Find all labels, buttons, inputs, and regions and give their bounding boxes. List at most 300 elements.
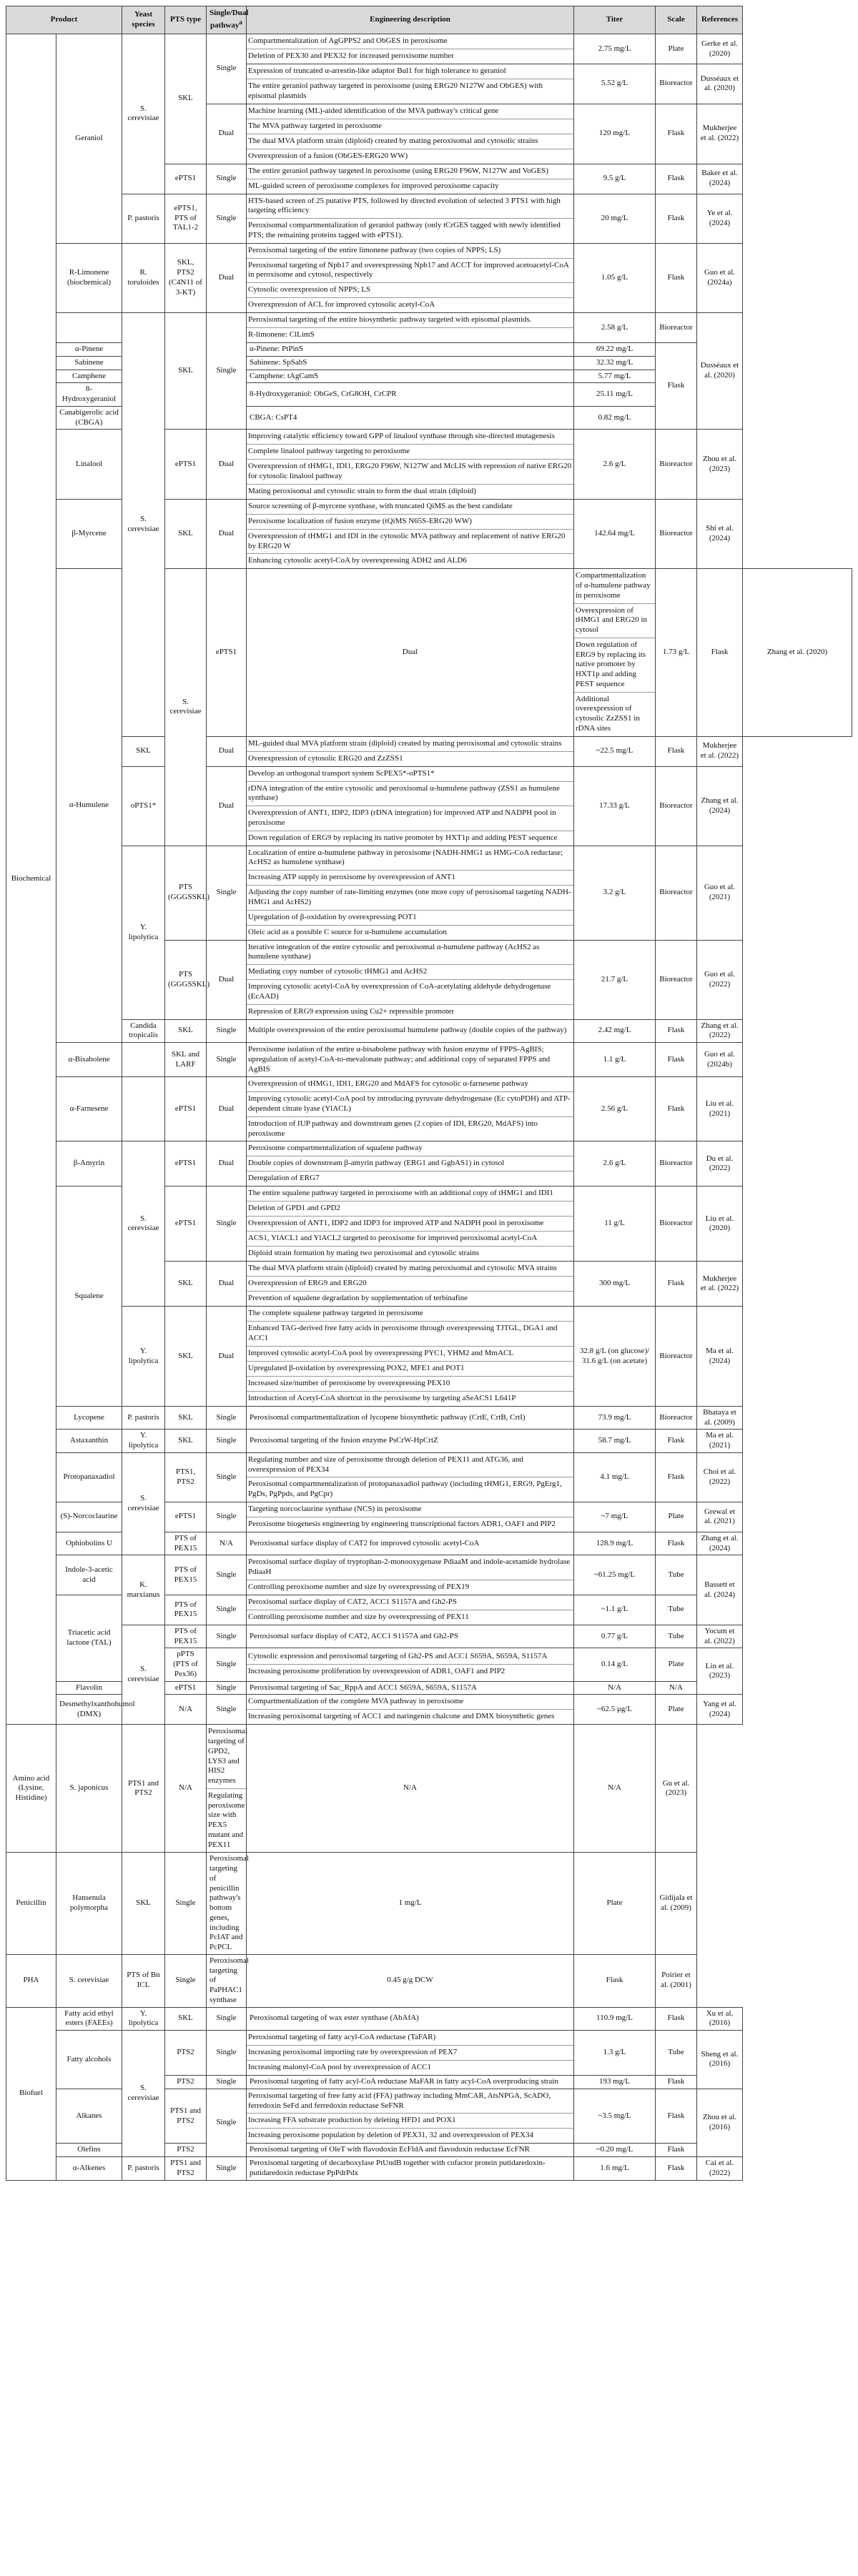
species-cell: S. cerevisiae	[165, 569, 207, 846]
engineering-line: Upregulation of β-oxidation by overexpressing POT1	[247, 911, 573, 926]
pts-cell: PTS1 and PTS2	[165, 2089, 207, 2144]
pts-cell: ePTS1	[165, 1681, 207, 1695]
scale-cell: Flask	[656, 2144, 697, 2157]
pts-cell: PTS of PEX15	[165, 1532, 207, 1555]
pts-cell: PTS2	[165, 2076, 207, 2089]
product-cell: PHA	[6, 1954, 56, 2007]
pathway-cell: Single	[207, 1019, 247, 1043]
engineering-line: Down regulation of ERG9 by replacing its native promoter by HXT1p and adding PEST sequence	[248, 833, 558, 842]
table-row	[6, 846, 852, 940]
scale-cell: Tube	[656, 1555, 697, 1595]
header-scale: Scale	[656, 6, 697, 34]
pathway-cell: Single	[207, 1502, 247, 1532]
species-cell: P. pastoris	[122, 1406, 165, 1430]
pathway-cell: Single	[207, 846, 247, 940]
product-cell: Ophiobolins U	[56, 1532, 122, 1555]
species-cell: R. toruloides	[122, 243, 165, 313]
engineering-cell: Peroxisomal targeting of OleT with flavodoxin EcFldA and flavodoxin reductase EcFNR	[247, 2144, 574, 2157]
pts-cell: SKL	[165, 1430, 207, 1453]
reference-cell: Bassett et al. (2024)	[697, 1555, 743, 1625]
reference-cell: Zhang et al. (2020)	[743, 569, 852, 736]
engineering-cell	[247, 34, 574, 64]
species-cell: P. pastoris	[122, 2157, 165, 2181]
scale-cell: Flask	[656, 104, 697, 164]
titer-cell: 1 mg/L	[247, 1853, 574, 1955]
scale-cell: Tube	[656, 1595, 697, 1625]
product-cell: Amino acid (Lysine, Histidine)	[6, 1725, 56, 1853]
table-row	[6, 194, 852, 243]
engineering-cell	[247, 1077, 574, 1141]
species-cell: S. cerevisiae	[122, 34, 165, 194]
pathway-cell: Single	[207, 1406, 247, 1430]
engineering-line: Increasing ATP supply in peroxisome by overexpression of ANT1	[247, 871, 573, 886]
titer-cell: 5.77 mg/L	[574, 370, 656, 383]
titer-cell: 4.1 mg/L	[574, 1452, 656, 1502]
pts-cell: PTS (GGGSSKL)	[165, 940, 207, 1019]
engineering-line: Peroxisomal targeting of the entire biosynthetic pathway targeted with episomal plasmids.	[247, 313, 573, 328]
engineering-line: Peroxisomal surface display of tryptophan-2-monooxygenase PdiaaM and indole-acetamide hydrolase PdiaaH	[247, 1555, 573, 1580]
engineering-line: Enhancing cytosolic acetyl-CoA by overexpressing ADH2 and ALD6	[248, 556, 467, 565]
pts-cell: ePTS1	[165, 1187, 207, 1262]
product-cell: 8-Hydroxygeraniol	[56, 383, 122, 407]
engineering-line: Deregulation of ERG7	[248, 1174, 320, 1183]
engineering-line: Peroxisomal targeting of GPD2, LYS3 and HIS2 enzymes	[207, 1725, 246, 1789]
pts-cell: SKL	[165, 1307, 207, 1407]
titer-cell: 193 mg/L	[574, 2076, 656, 2089]
engineering-line: HTS-based screen of 25 putative PTS, followed by directed evolution of selected 3 PTS1 with high targeting efficiency	[247, 194, 573, 219]
product-cell: α-Alkenes	[56, 2157, 122, 2181]
engineering-cell	[247, 1502, 574, 1532]
reference-cell: Xu et al. (2016)	[697, 2007, 743, 2031]
engineering-cell: Peroxisomal targeting of fatty acyl-CoA reductase MaFAR in fatty acyl-CoA overproducing strain	[247, 2076, 574, 2089]
scale-cell: Flask	[656, 1262, 697, 1307]
table-row	[6, 34, 852, 64]
engineering-cell	[207, 1725, 247, 1853]
engineering-cell: Peroxisomal targeting of decarboxylase PtUndB together with cofactor protein putidaredoxin-putidaredoxin reductase PpPdrPdx	[247, 2157, 574, 2181]
engineering-line: Peroxisomal surface display of CAT2, ACC1 S1157A and Gh2-PS	[247, 1595, 573, 1610]
engineering-line: Compartmentalization of the complete MVA pathway in peroxisome	[247, 1695, 573, 1710]
engineering-line: Expression of truncated α-arrestin-like adaptor Bul1 for high tolerance to geraniol	[247, 64, 573, 79]
engineering-cell	[247, 1141, 574, 1187]
engineering-cell	[247, 104, 574, 164]
engineering-line: Source screening of β-myrcene synthase, with truncated QiMS as the best candidate	[247, 500, 573, 515]
engineering-line: Iterative integration of the entire cytosolic and peroxisomal α-humulene pathway (AcHS2 as humulene synthase)	[247, 941, 573, 966]
engineering-cell	[247, 64, 574, 104]
titer-cell: 20 mg/L	[574, 194, 656, 243]
table-row	[6, 1307, 852, 1407]
scale-cell: Flask	[656, 164, 697, 194]
reference-cell: Zhang et al. (2022)	[697, 1019, 743, 1043]
product-cell: Fatty alcohols	[56, 2031, 122, 2089]
engineering-line: Mating peroxisomal and cytosolic strain to form the dual strain (diploid)	[248, 486, 476, 495]
product-cell: Lycopene	[56, 1406, 122, 1430]
engineering-line: Introduction of Acetyl-CoA shortcut in the peroxisome by targeting aSeACS1 L641P	[248, 1393, 516, 1402]
engineering-cell	[574, 569, 656, 736]
pts-cell: SKL	[122, 1853, 165, 1955]
species-cell: S. cerevisiae	[122, 313, 165, 737]
engineering-cell	[247, 430, 574, 500]
engineering-line: Peroxisome localization of fusion enzyme (tQiMS N65S-ERG20 WW)	[247, 515, 573, 530]
reference-cell: Shi et al. (2024)	[697, 499, 743, 569]
titer-cell: N/A	[247, 1725, 574, 1853]
scale-cell: Flask	[656, 243, 697, 313]
engineering-line: Controlling peroxisome number and size by overexpressing of PEX11	[248, 1612, 469, 1621]
product-cell: Canabigerolic acid (CBGA)	[56, 406, 122, 430]
scale-cell: Bioreactor	[656, 499, 697, 569]
titer-cell: 21.7 g/L	[574, 940, 656, 1019]
reference-cell: Lin et al. (2023)	[697, 1648, 743, 1695]
reference-cell: Dusséaux et al. (2020)	[697, 64, 743, 104]
pathway-cell: Single	[207, 1648, 247, 1681]
engineering-cell: Peroxisomal targeting of penicillin pathway's bottom genes, including PcIAT and PcPCL	[207, 1853, 247, 1955]
pts-cell: SKL and LARF	[165, 1043, 207, 1077]
engineering-cell	[247, 164, 574, 194]
pathway-cell: Single	[207, 194, 247, 243]
titer-cell: 2.56 g/L	[574, 1077, 656, 1141]
pts-cell: PTS of Bn ICL	[122, 1954, 165, 2007]
table-row	[6, 1430, 852, 1453]
species-cell: S. cerevisiae	[122, 1141, 165, 1307]
engineering-cell	[247, 940, 574, 1019]
engineering-line: Additional overexpression of cytosolic ZzZSS1 in rDNA sites	[576, 694, 640, 733]
pathway-cell: Dual	[207, 1141, 247, 1187]
engineering-line: The dual MVA platform strain (diploid) created by mating peroxisomal and cytosolic strains	[247, 134, 573, 149]
scale-cell: Bioreactor	[656, 940, 697, 1019]
category-biochemical: Biochemical	[6, 34, 56, 1725]
engineering-line: Peroxisome compartmentalization of squalene pathway	[247, 1141, 573, 1156]
species-cell: S. cerevisiae	[122, 1625, 165, 1725]
engineering-line: Increasing peroxisomal targeting of ACC1 and naringenin chalcone and DMX biosynthetic genes	[248, 1712, 555, 1721]
scale-cell: Flask	[656, 2157, 697, 2181]
product-cell: (S)-Norcoclaurine	[56, 1502, 122, 1532]
species-cell: S. cerevisiae	[122, 2031, 165, 2157]
reference-cell: Ma et al. (2024)	[697, 1307, 743, 1407]
engineering-line: Peroxisome biogenesis engineering by engineering transcriptional factors ADR1, OAF1 and PIP2	[248, 1519, 556, 1528]
engineering-cell: 8-Hydroxygeraniol: ObGeS, CrG8OH, CrCPR	[247, 383, 574, 407]
category-biofuel: Biofuel	[6, 2007, 56, 2180]
product-cell: Sabinene	[56, 356, 122, 370]
engineering-cell	[247, 1043, 574, 1077]
engineering-line: Controlling peroxisome number and size by overexpressing of PEX19	[248, 1582, 470, 1591]
engineering-line: Down regulation of ERG9 by replacing its native promoter by HXT1p and adding PEST sequence	[574, 638, 655, 693]
engineering-line: Regulating peroxisome size with PEX5 mutant and PEX11	[208, 1790, 245, 1849]
engineering-line: Complete linalool pathway targeting to peroxisome	[247, 445, 573, 460]
product-cell: Linalool	[56, 430, 122, 500]
header-pathway: Single/Dual pathway$^a$	[207, 6, 247, 34]
pts-cell: PTS of PEX15	[165, 1625, 207, 1648]
table-row	[6, 736, 852, 766]
reference-cell: Guo et al. (2024b)	[697, 1043, 743, 1077]
scale-cell: Bioreactor	[656, 313, 697, 343]
reference-cell: Liu et al. (2021)	[697, 1077, 743, 1141]
scale-cell: Bioreactor	[656, 1307, 697, 1407]
table-row	[6, 313, 852, 343]
engineering-cell	[247, 766, 574, 846]
pathway-cell: Single	[165, 1954, 207, 2007]
pathway-cell: Dual	[207, 736, 247, 766]
engineering-line: Cytosolic expression and peroxisomal targeting of Gh2-PS and ACC1 S659A, S659A, S1157A	[247, 1650, 573, 1665]
titer-cell: 69.22 mg/L	[574, 343, 656, 357]
pts-cell: PTS (GGGSSKL)	[165, 846, 207, 940]
header-engineering-description: Engineering description	[247, 6, 574, 34]
scale-cell: Bioreactor	[656, 1187, 697, 1262]
scale-cell: Flask	[656, 736, 697, 766]
scale-cell: Bioreactor	[656, 1406, 697, 1430]
titer-cell: ~7 mg/L	[574, 1502, 656, 1532]
pathway-cell: Dual	[207, 1077, 247, 1141]
pts-cell: PTS1 and PTS2	[165, 2157, 207, 2181]
scale-cell: Flask	[656, 1077, 697, 1141]
header-titer: Titer	[574, 6, 656, 34]
table-row	[6, 243, 852, 313]
engineering-cell	[247, 1262, 574, 1307]
pts-cell: ePTS1	[165, 430, 207, 500]
pts-cell: SKL	[165, 1019, 207, 1043]
table-row	[6, 1452, 852, 1502]
engineering-line: Repression of ERG9 expression using Cu2+ repressible promoter	[248, 1006, 455, 1016]
reference-cell: Zhou et al. (2016)	[697, 2089, 743, 2156]
pts-cell: PTS of PEX15	[165, 1555, 207, 1595]
titer-cell: 11 g/L	[574, 1187, 656, 1262]
engineering-line: ML-guided dual MVA platform strain (diploid) created by mating peroxisomal and cytosolic strains	[247, 737, 573, 752]
reference-cell: Cai et al. (2022)	[697, 2157, 743, 2181]
product-cell: β-Amyrin	[56, 1141, 122, 1187]
engineering-line: Overexpression of tHMG1, IDI1, ERG20 F96W, N127W and McLIS with repression of native ERG20 for cytosolic linalool pathway	[247, 460, 573, 485]
engineering-line: The entire geraniol pathway targeted in peroxisome (using ERG20 N127W and ObGES) with episomal plasmids	[248, 81, 543, 100]
product-cell: α-Farnesene	[56, 1077, 122, 1141]
pathway-cell: Single	[207, 1430, 247, 1453]
engineering-line: Overexpression of a fusion (ObGES-ERG20 WW)	[248, 151, 408, 160]
scale-cell: Tube	[656, 1625, 697, 1648]
engineering-line: Overexpression of ERG9 and ERG20	[247, 1277, 573, 1292]
engineering-line: Deletion of GPD1 and GPD2	[247, 1202, 573, 1217]
pts-cell: SKL, PTS2 (C4N11 of 3-KT)	[165, 243, 207, 313]
reference-cell: Zhang et al. (2024)	[697, 766, 743, 846]
engineering-cell: Peroxisomal targeting of PaPHAC1 synthase	[207, 1954, 247, 2007]
table-row	[6, 1954, 852, 2007]
header-yeast-species: Yeast species	[122, 6, 165, 34]
scale-cell: Flask	[656, 2076, 697, 2089]
pathway-cell: Single	[207, 1043, 247, 1077]
engineering-table	[6, 6, 852, 2181]
engineering-line: Machine learning (ML)-aided identification of the MVA pathway's critical gene	[247, 104, 573, 119]
scale-cell: Plate	[656, 1648, 697, 1681]
scale-cell: Flask	[697, 569, 743, 736]
reference-cell: Baker et al. (2024)	[697, 164, 743, 194]
titer-cell: 0.77 g/L	[574, 1625, 656, 1648]
species-cell: S. japonicus	[56, 1725, 122, 1853]
table-row	[6, 1725, 852, 1853]
engineering-line: Cytosolic overexpression of NPPS; LS	[247, 283, 573, 298]
reference-cell: Grewal et al. (2021)	[697, 1502, 743, 1532]
reference-cell: Zhang et al. (2024)	[697, 1532, 743, 1555]
pts-cell: PTS1 and PTS2	[122, 1725, 165, 1853]
species-cell: Y. lipolytica	[122, 1307, 165, 1407]
product-cell: R-Limonene (biochemical)	[56, 243, 122, 313]
reference-cell: Ma et al. (2021)	[697, 1430, 743, 1453]
product-cell: α-Pinene	[56, 343, 122, 357]
species-cell: Y. lipolytica	[122, 846, 165, 1019]
reference-cell: Guo et al. (2021)	[697, 846, 743, 940]
engineering-line: Targeting norcoclaurine synthase (NCS) in peroxisome	[247, 1502, 573, 1517]
engineering-line: Increasing FFA substrate production by deleting HFD1 and POX1	[247, 2114, 573, 2129]
reference-cell: Mukherjee et al. (2022)	[697, 736, 743, 766]
engineering-cell	[247, 1555, 574, 1595]
pts-cell: PTS2	[165, 2144, 207, 2157]
pts-cell: ePTS1	[207, 569, 247, 736]
engineering-line: Adjusting the copy number of rate-limiting enzymes (one more copy of peroxisomal targeting NADH-HMG1 and AcHS2)	[247, 886, 573, 911]
engineering-line: Improving catalytic efficiency toward GPP of linalool synthase through site-directed mutagenesis	[247, 430, 573, 445]
engineering-line: Peroxisomal targeting of Npb17 and overexpressing Npb17 and ACCT for improved acetoacetyl-CoA in peroxisome and cytosol, respectively	[247, 259, 573, 284]
engineering-line: Overexpression of ACL for improved cytosolic acetyl-CoA	[248, 300, 435, 309]
engineering-line: Overexpression of tHMG1 and IDI in the cytosolic MVA pathway and replacement of native ERG20 by ERG20 W	[247, 530, 573, 555]
titer-cell: ~3.5 mg/L	[574, 2089, 656, 2144]
engineering-line: The entire geraniol pathway targeted in peroxisome (using ERG20 F96W, N127W and VoGES)	[247, 164, 573, 179]
pathway-cell: Dual	[207, 430, 247, 500]
engineering-cell	[247, 1452, 574, 1502]
pathway-cell: Single	[207, 1681, 247, 1695]
product-cell: α-Humulene	[56, 569, 122, 1043]
scale-cell: Bioreactor	[656, 846, 697, 940]
titer-cell: 1.73 g/L	[656, 569, 697, 736]
titer-cell: 25.11 mg/L	[574, 383, 656, 407]
reference-cell: Dusséaux et al. (2020)	[697, 313, 743, 430]
pathway-cell: Single	[207, 1452, 247, 1502]
pathway-cell: Single	[207, 2089, 247, 2156]
table-header-row	[6, 6, 852, 34]
header-references: References	[697, 6, 743, 34]
engineering-line: Increasing peroxisomal importing rate by overexpression of PEX7	[247, 2046, 573, 2061]
engineering-cell: Peroxisomal compartmentalization of lycopene biosynthetic pathway (CrtE, CrtB, CrtI)	[247, 1406, 574, 1430]
titer-cell: 142.64 mg/L	[574, 499, 656, 569]
engineering-table-container	[6, 6, 852, 2181]
engineering-line: Localization of entire α-humulene pathway in peroxisome (NADH-HMG1 as HMG-CoA reductase; AcHS2 as humulene synthase)	[247, 846, 573, 871]
pts-cell: pPTS (PTS of Pex36)	[165, 1648, 207, 1681]
engineering-line: Peroxisomal compartmentalization of protopanaxadiol pathway (including tHMG1, ERG9, PgErg1, PgDs, PgPpds, and PgCpr)	[248, 1480, 562, 1498]
reference-cell: Zhou et al. (2023)	[697, 430, 743, 500]
engineering-line: ACS1, YlACL1 and YlACL2 targeted to peroxisome for improved peroxisomal acetyl-CoA	[247, 1232, 573, 1247]
product-cell: Flavolin	[56, 1681, 122, 1695]
reference-cell: Du et al. (2022)	[697, 1141, 743, 1187]
table-row	[6, 1406, 852, 1430]
titer-cell: 0.14 g/L	[574, 1648, 656, 1681]
pathway-cell: Single	[207, 164, 247, 194]
pathway-cell: Single	[207, 2007, 247, 2031]
engineering-line: Peroxisomal targeting of fatty acyl-CoA reductase (TaFAR)	[247, 2031, 573, 2046]
engineering-cell	[247, 1019, 574, 1043]
engineering-line: Oleic acid as a possible C source for α-humulene accumulation	[248, 927, 447, 936]
pathway-cell: Single	[207, 1595, 247, 1625]
pts-cell: ePTS1	[165, 1502, 207, 1532]
engineering-cell	[247, 1307, 574, 1407]
pathway-cell: Dual	[207, 940, 247, 1019]
scale-cell: Bioreactor	[656, 1141, 697, 1187]
engineering-cell	[247, 736, 574, 766]
titer-cell: 1.1 g/L	[574, 1043, 656, 1077]
pathway-cell: Single	[207, 1555, 247, 1595]
pathway-cell: Dual	[207, 104, 247, 164]
engineering-line: Peroxisomal compartmentalization of geraniol pathway (only tCrGES tagged with newly identified PTS; the remaining proteins tagged with ePTS1).	[248, 221, 561, 239]
reference-cell: Mukherjee et al. (2022)	[697, 1262, 743, 1307]
scale-cell: Tube	[656, 2031, 697, 2076]
engineering-line: Increased size/number of peroxisome by overexpressing PEX10	[247, 1377, 573, 1392]
reference-cell: Yocum et al. (2022)	[697, 1625, 743, 1648]
pts-cell: SKL	[122, 736, 165, 766]
pathway-cell: Dual	[207, 499, 247, 569]
engineering-line: Compartmentalization of α-humulene pathway in peroxisome	[574, 569, 655, 603]
titer-cell: 1.05 g/L	[574, 243, 656, 313]
engineering-cell: Peroxisomal targeting of the fusion enzyme PsCrW-HpCrtZ	[247, 1430, 574, 1453]
pts-cell: ePTS1	[165, 1141, 207, 1187]
species-cell	[122, 1043, 165, 1077]
engineering-line: Prevention of squalene degradation by supplementation of terbinafine	[248, 1294, 468, 1303]
pts-cell: SKL	[165, 313, 207, 430]
pathway-cell: Single	[207, 34, 247, 104]
scale-cell: Plate	[574, 1853, 656, 1955]
engineering-line: Increasing peroxisome proliferation by overexpression of ADR1, OAF1 and PIP2	[248, 1667, 506, 1676]
titer-cell: 0.82 mg/L	[574, 406, 656, 430]
header-product: Product	[6, 6, 122, 34]
engineering-line: Regulating number and size of peroxisome through deletion of PEX11 and ATG36, and overexpression of PEX34	[247, 1453, 573, 1478]
engineering-line: Upregulated β-oxidation by overexpressing POX2, MFE1 and POT1	[247, 1362, 573, 1377]
titer-cell: 32.8 g/L (on glucose)/ 31.6 g/L (on acetate)	[574, 1307, 656, 1407]
reference-cell: Sheng et al. (2016)	[697, 2031, 743, 2089]
table-row	[6, 1625, 852, 1648]
engineering-line: Overexpression of ANT1, IDP2 and IDP3 for improved ATP and NADPH pool in peroxisome	[247, 1217, 573, 1232]
pathway-cell: Dual	[207, 766, 247, 846]
engineering-line: Improving cytosolic acetyl-CoA by overexpression of CoA-acetylating aldehyde dehydrogenase (EcAAD)	[247, 980, 573, 1005]
engineering-cell	[247, 1187, 574, 1262]
titer-cell: 5.52 g/L	[574, 64, 656, 104]
pts-cell: ePTS1	[165, 164, 207, 194]
scale-cell: N/A	[574, 1725, 656, 1853]
table-row	[6, 1019, 852, 1043]
engineering-cell	[247, 2031, 574, 2076]
pts-cell: SKL	[165, 1262, 207, 1307]
scale-cell: N/A	[656, 1681, 697, 1695]
titer-cell: 9.5 g/L	[574, 164, 656, 194]
engineering-cell	[247, 194, 574, 243]
table-row	[6, 2031, 852, 2076]
scale-cell: Flask	[656, 343, 697, 430]
engineering-line: Develop an orthogonal transport system ScPEX5*-oPTS1*	[247, 767, 573, 782]
titer-cell: 17.33 g/L	[574, 766, 656, 846]
pts-cell: SKL	[165, 1406, 207, 1430]
engineering-line: R-limonene: ClLimS	[248, 330, 315, 339]
product-cell: Astaxanthin	[56, 1430, 122, 1453]
titer-cell: 73.9 mg/L	[574, 1406, 656, 1430]
species-cell	[122, 1077, 165, 1141]
engineering-line: Mediating copy number of cytosolic tHMG1 and AcHS2	[247, 965, 573, 980]
titer-cell: N/A	[574, 1681, 656, 1695]
engineering-line: The entire squalene pathway targeted in peroxisome with an additional copy of tHMG1 and IDI1	[247, 1187, 573, 1202]
engineering-cell: Peroxisomal surface display of CAT2 for improved cytosolic acetyl-CoA	[247, 1532, 574, 1555]
pts-cell: PTS1, PTS2	[165, 1452, 207, 1502]
scale-cell: Plate	[656, 1502, 697, 1532]
pathway-cell: Single	[207, 1625, 247, 1648]
reference-cell: Ye et al. (2024)	[697, 194, 743, 243]
engineering-line: Peroxisomal targeting of free fatty acid (FFA) pathway including MmCAR, AtsNPGA, ScADO, ferredoxin SeFd and ferredoxin reductase SeFNR	[247, 2089, 573, 2114]
engineering-cell	[247, 243, 574, 313]
engineering-line: ML-guided screen of peroxisome complexes for improved peroxisome capacity	[248, 181, 499, 190]
titer-cell: 110.9 mg/L	[574, 2007, 656, 2031]
reference-cell: Gerke et al. (2020)	[697, 34, 743, 64]
pts-cell: SKL	[165, 2007, 207, 2031]
table-row	[6, 1141, 852, 1187]
species-cell: P. pastoris	[122, 194, 165, 243]
titer-cell: 2.6 g/L	[574, 1141, 656, 1187]
engineering-cell	[247, 499, 574, 569]
